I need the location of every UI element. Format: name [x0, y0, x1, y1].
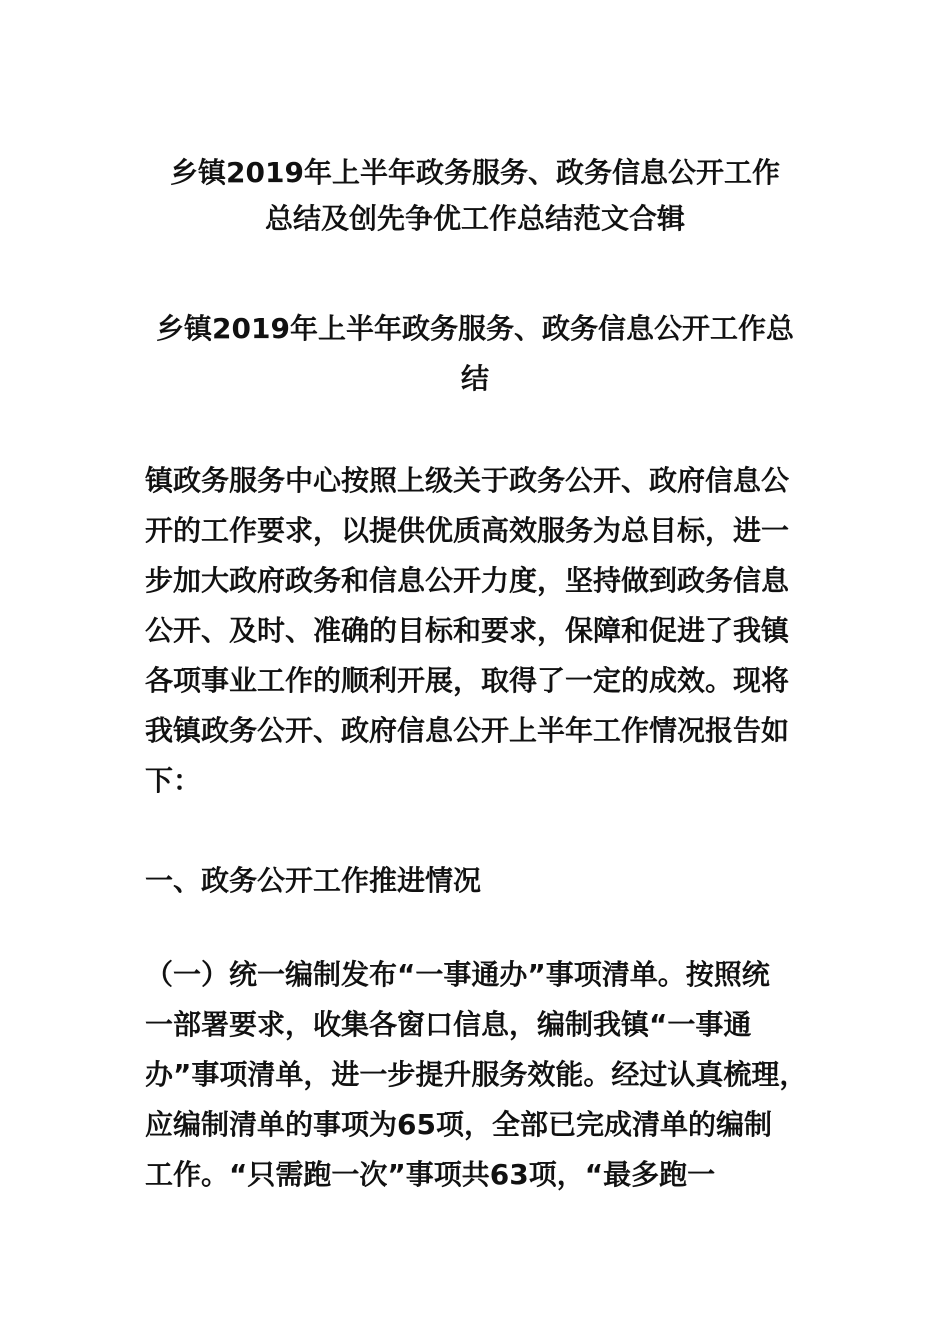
paragraph-line: 应编制清单的事项为65项，全部已完成清单的编制 — [145, 1108, 772, 1141]
heading-section-1 — [145, 856, 825, 906]
section-title-line: 乡镇2019年上半年政务服务、政务信息公开工作总 — [156, 312, 794, 345]
paragraph-line: 工作。“只需跑一次”事项共63项，“最多跑一 — [145, 1158, 716, 1191]
main-title-line: 乡镇2019年上半年政务服务、政务信息公开工作 — [170, 156, 780, 189]
paragraph-line: 各项事业工作的顺利开展，取得了一定的成效。现将 — [145, 664, 790, 697]
paragraph-line: 开的工作要求，以提供优质高效服务为总目标，进一 — [145, 514, 790, 547]
paragraph-line: 步加大政府政务和信息公开力度，坚持做到政务信息 — [145, 564, 790, 597]
paragraph-line: 办”事项清单，进一步提升服务效能。经过认真梳理， — [145, 1058, 808, 1091]
section-title — [0, 304, 950, 404]
paragraph-line: 一部署要求，收集各窗口信息，编制我镇“一事通 — [145, 1008, 752, 1041]
paragraph-line: 镇政务服务中心按照上级关于政务公开、政府信息公 — [145, 464, 790, 497]
document-main-title — [0, 150, 950, 242]
paragraph-line: 下： — [145, 764, 202, 797]
section-title-line: 结 — [460, 362, 489, 395]
paragraph-line: （一）统一编制发布“一事通办”事项清单。按照统 — [145, 958, 770, 991]
intro-paragraph — [145, 456, 825, 806]
paragraph-line: 公开、及时、准确的目标和要求，保障和促进了我镇 — [145, 614, 790, 647]
paragraph-line: 我镇政务公开、政府信息公开上半年工作情况报告如 — [145, 714, 790, 747]
body-paragraph — [145, 950, 825, 1200]
heading-line: 一、政务公开工作推进情况 — [145, 864, 482, 897]
main-title-line: 总结及创先争优工作总结范文合辑 — [264, 202, 685, 235]
